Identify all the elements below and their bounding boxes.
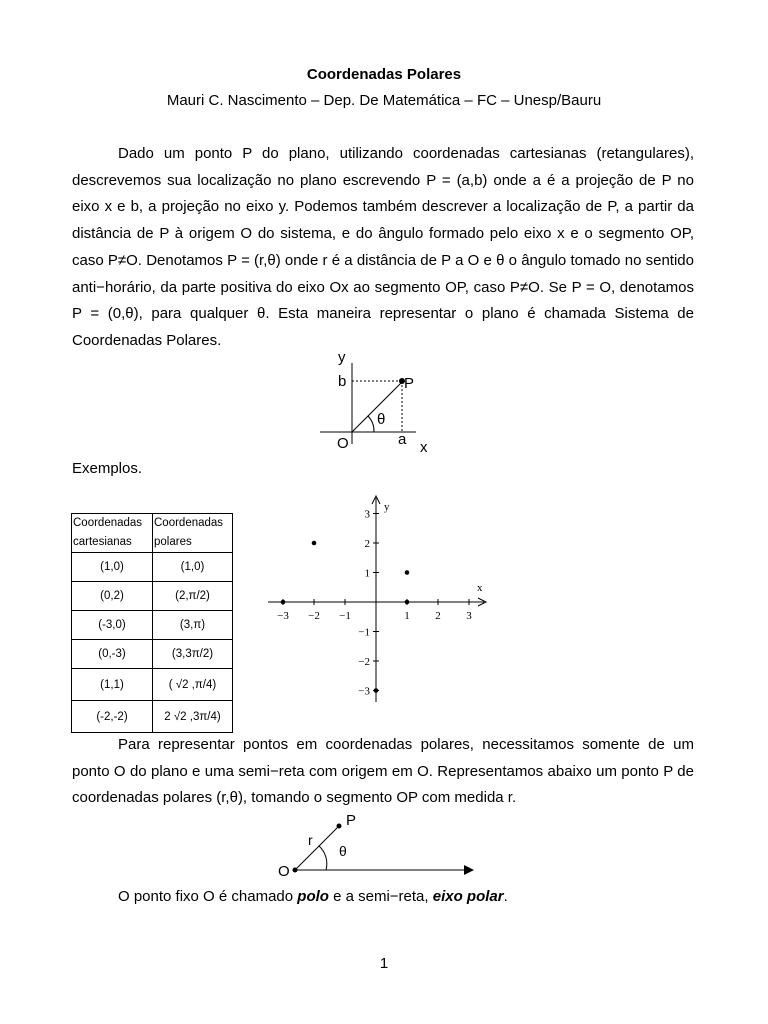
polar-cell: (1,0) xyxy=(153,553,233,582)
polar-cell: 2 √2 ,3π/4) xyxy=(153,701,233,733)
fig1-b-label: b xyxy=(338,373,347,390)
x-tick-label: −1 xyxy=(339,610,351,622)
cartesian-cell: (0,2) xyxy=(72,582,153,611)
polar-explanation-paragraph: Para representar pontos em coordenadas polares, necessitamos somente de um ponto O do plano e uma semi−reta com origem em O. Representamos abaixo um ponto P de coordenadas polares (r,θ), tomando o segmento OP com medida r. xyxy=(72,736,694,807)
intro-text-2: O. Denotamos P = (r,θ) onde r é a distância de P a O e θ o ângulo tomado no sentido anti−horário, da parte positiva do eixo Ox ao segmento OP, caso P xyxy=(72,251,694,296)
cartesian-cell: (0,-3) xyxy=(72,640,153,669)
polo-text-2: e a semi−reta, xyxy=(328,888,433,905)
eixo-polar-term: eixo polar xyxy=(432,888,504,905)
y-tick-label: 1 xyxy=(364,567,370,580)
fig1-y-label: y xyxy=(338,349,346,366)
y-tick-label: −2 xyxy=(358,656,370,668)
polar-cell: (2,π/2) xyxy=(153,582,233,611)
y-tick-label: 3 xyxy=(364,508,370,521)
y-tick-label: 2 xyxy=(364,538,370,550)
polo-term: polo xyxy=(297,888,329,905)
not-equal-symbol: ≠ xyxy=(519,278,529,296)
x-axis-label: x xyxy=(477,582,483,594)
header-cartesian: Coordenadas cartesianas xyxy=(72,514,153,553)
intro-text-3: O. Se P = O, denotamos P = (0,θ), para qualquer θ. Esta maneira representar o plano é chamada Sistema de Coordenadas Polares. xyxy=(72,278,694,349)
polo-text-3: . xyxy=(503,888,508,905)
cartesian-cell: (-3,0) xyxy=(72,611,153,640)
intro-text-1: Dado um ponto P do plano, utilizando coordenadas cartesianas (retangulares), descrevemos sua localização no plano escrevendo P = (a,b) onde a é a projeção de P no eixo x e b, a projeção no eixo y. Podemos também descrever a localização de P, a partir da distância de P à origem O do sistema, e do ângulo formado pelo eixo x e o segmento OP, caso P xyxy=(72,145,694,269)
x-tick-label: −3 xyxy=(277,610,289,622)
y-axis-label: y xyxy=(384,501,390,513)
page-number: 1 xyxy=(379,955,389,972)
cartesian-cell: (1,1) xyxy=(72,669,153,701)
polar-cell: ( √2 ,π/4) xyxy=(153,669,233,701)
cartesian-cell: (1,0) xyxy=(72,553,153,582)
y-tick-label: −1 xyxy=(358,626,370,639)
fig1-theta-label: θ xyxy=(377,411,386,428)
fig2-theta-label: θ xyxy=(339,843,347,859)
fig2-p-label: P xyxy=(346,812,357,829)
polo-definition xyxy=(72,884,694,911)
fig2-r-label: r xyxy=(308,832,313,848)
fig1-p-label: P xyxy=(404,375,415,392)
fig1-x-label: x xyxy=(420,439,428,456)
author-line: Mauri C. Nascimento – Dep. De Matemática – FC – Unesp/Bauru xyxy=(166,92,602,109)
fig1-a-label: a xyxy=(398,431,407,448)
header-polar: Coordenadas polares xyxy=(153,514,233,553)
polo-text-1: O ponto fixo O é chamado xyxy=(118,888,298,905)
not-equal-symbol: ≠ xyxy=(117,251,127,269)
cartesian-cell: (-2,-2) xyxy=(72,701,153,733)
polar-cell: (3,3π/2) xyxy=(153,640,233,669)
fig1-origin-label: O xyxy=(337,435,349,452)
document-title: Coordenadas Polares xyxy=(306,66,462,83)
x-tick-label: 1 xyxy=(404,610,410,622)
x-tick-label: 3 xyxy=(466,610,472,622)
fig2-origin-label: O xyxy=(278,863,290,880)
polar-cell: (3,π) xyxy=(153,611,233,640)
x-tick-label: 2 xyxy=(435,610,441,622)
y-tick-label: −3 xyxy=(358,685,370,698)
examples-heading: Exemplos. xyxy=(72,460,143,477)
x-tick-label: −2 xyxy=(308,610,320,622)
